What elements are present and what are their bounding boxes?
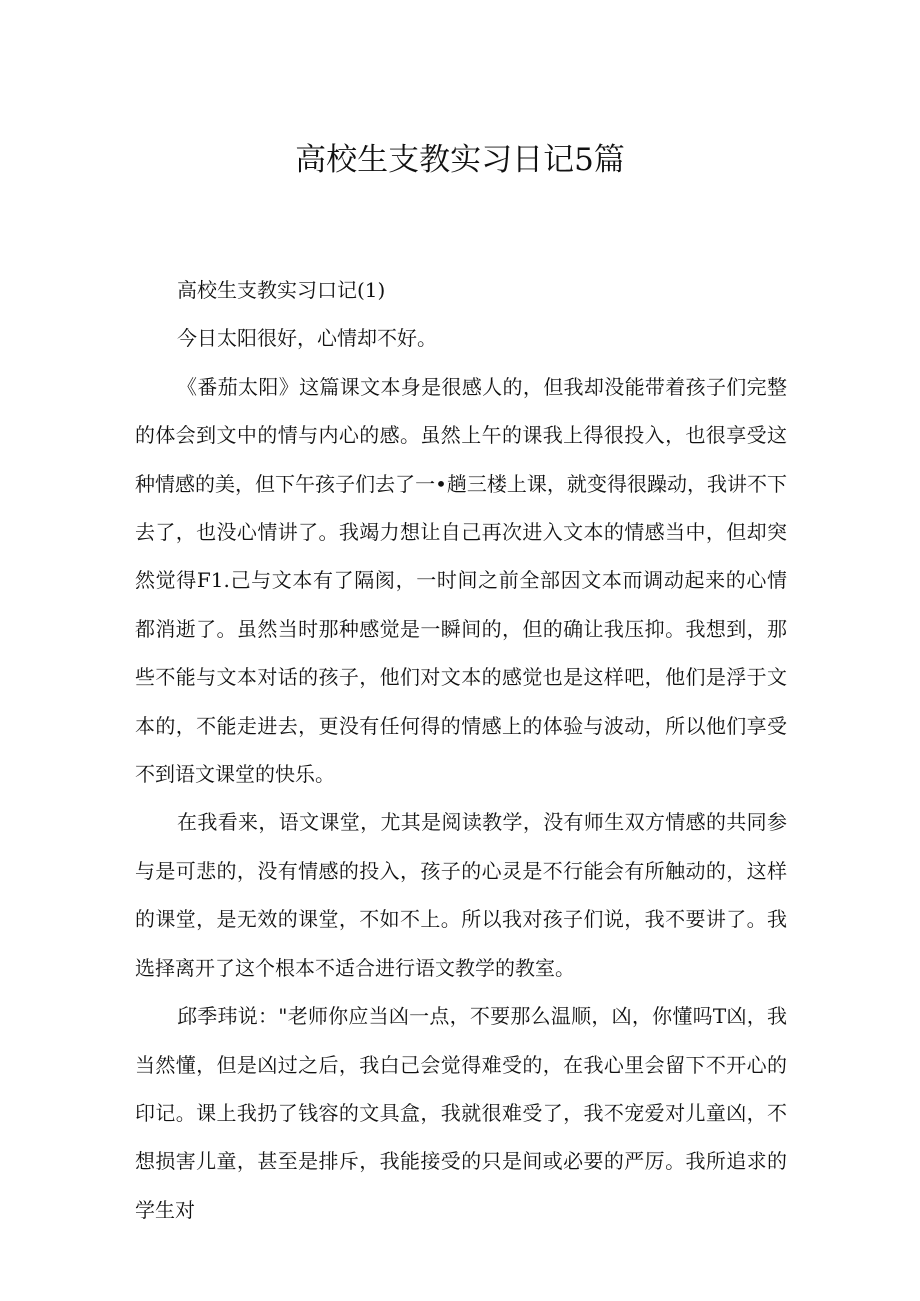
paragraph: 《番茄太阳》这篇课文本身是很感人的，但我却没能带着孩子们完整的体会到文中的情与内心的感。虽然上午的课我上得很投入，也很享受这种情感的美，但下午孩子们去了一•趟三楼上课，就变得很躁动，我讲不下去了，也没心情讲了。我竭力想让自己再次进入文本的情感当中，但却突然觉得F1.己与文本有了隔阂，一时间之前全部因文本而调动起来的心情都消逝了。虽然当时那种感觉是一瞬间的，但的确让我压抑。我想到，那些不能与文本对话的孩子，他们对文本的感觉也是这样吧，他们是浮于文本的，不能走进去，更没有任何得的情感上的体验与波动，所以他们享受不到语文课堂的快乐。 [135,374,787,787]
paragraph: 在我看来，语文课堂，尤其是阅读教学，没有师生双方情感的共同参与是可悲的，没有情感的投入，孩子的心灵是不行能会有所触动的，这样的课堂，是无效的课堂，不如不上。所以我对孩子们说，我不要讲了。我选择离开了这个根本不适合进行语文教学的教室。 [135,810,787,980]
paragraph: 今日太阳很好，心情却不好。 [177,326,437,351]
paragraph: 邱季玮说："老师你应当凶一点，不要那么温顺，凶，你懂吗T凶，我当然懂，但是凶过之后，我白己会觉得难受的，在我心里会留下不开心的印记。课上我扔了钱容的文具盒，我就很难受了，我不宠爱对儿童凶，不想损害儿童，甚至是排斥，我能接受的只是间或必要的严厉。我所追求的学生对 [135,1004,787,1222]
section-heading: 高校生支教实习口记(1) [177,278,386,302]
document-body [135,266,787,1234]
document-title: 高校生支教实习日记5篇 [295,142,625,178]
